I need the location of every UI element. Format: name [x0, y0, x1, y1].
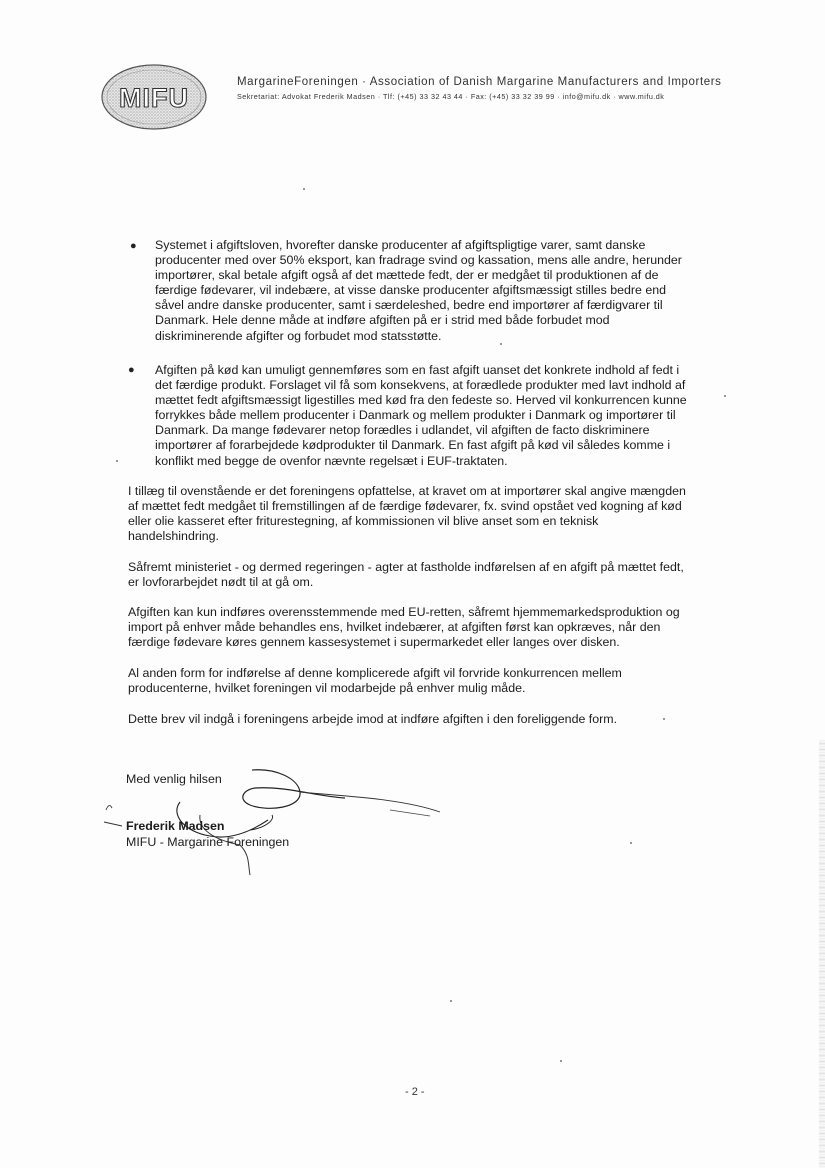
association-name: MargarineForeningen · Association of Danish Margarine Manufacturers and Importers	[237, 76, 722, 88]
scan-speck	[724, 395, 726, 397]
page-number: - 2 -	[405, 1086, 425, 1098]
bullet-paragraph-1: Systemet i afgiftsloven, hvorefter danske producenter af afgiftspligtige varer, samt danske producenter med over 50% eksport, kan fradrage svind og kassation, mens alle andre, herunder importører, skal betale afgift også af det mættede fedt, der er medgået til produktionen af de færdige fødevarer, vil indebære, at visse danske producenter afgiftsmæssigt stilles bedre end såvel andre danske producenter, samt i særdeleshed, bedre end importører af færdigvarer til Danmark. Hele denne måde at indføre afgiften på er i strid med både forbudet mod diskriminerende afgifter og forbudet mod statsstøtte.	[155, 238, 682, 343]
scan-speck	[500, 343, 502, 345]
logo-text: MIFU	[119, 83, 189, 113]
signatory-name: Frederik Madsen	[126, 819, 225, 833]
scan-edge-noise	[819, 740, 825, 1168]
salutation: Med venlig hilsen	[126, 772, 222, 786]
scan-speck	[303, 188, 305, 190]
paragraph-eu-law: Afgiften kan kun indføres overensstemmende med EU-retten, såfremt hjemmemarkedsproduktion og import på enhver måde behandles ens, hvilket indebærer, at afgiften først kan opkræves, når den færdige fødevare køres gennem kassesystemet i supermarkedet eller langes over disken.	[128, 605, 680, 650]
scan-speck	[116, 460, 118, 462]
mifu-logo	[100, 63, 208, 131]
bullet-icon: ●	[128, 364, 135, 376]
scan-speck	[630, 842, 632, 844]
paragraph-trade-barrier: I tillæg til ovenstående er det foreningens opfattelse, at kravet om at importører skal angive mængden af mættet fedt medgået til fremstillingen af de færdige fødevarer, fx. svind opstået ved kogning af kød eller olie kasseret efter friturestegning, af kommissionen vil blive anset som en teknisk handelshindring.	[128, 484, 686, 544]
scan-speck	[450, 1000, 452, 1002]
contact-info: Sekretariat: Advokat Frederik Madsen · Tlf: (+45) 33 32 43 44 · Fax: (+45) 33 32 39 99 · info@mifu.dk · www.mifu.dk	[237, 92, 665, 101]
paragraph-conclusion: Dette brev vil indgå i foreningens arbejde imod at indføre afgiften i den foreliggende form.	[128, 712, 618, 726]
scan-speck	[560, 1060, 562, 1062]
paragraph-ministry: Såfremt ministeriet - og dermed regeringen - agter at fastholde indførelsen af en afgift på mættet fedt, er lovforarbejdet nødt til at gå om.	[128, 560, 684, 590]
scan-speck	[663, 718, 665, 720]
bullet-paragraph-2: Afgiften på kød kan umuligt gennemføres som en fast afgift uanset det konkrete indhold af fedt i det færdige produkt. Forslaget vil få som konsekvens, at forædlede produkter med lavt indhold af mættet fedt afgiftsmæssigt ligestilles med kød fra den fedeste so. Herved vil konkurrencen kunne forrykkes både mellem producenter i Danmark og mellem produkter i Danmark og importører til Danmark. Da mange fødevarer netop forædles i udlandet, vil afgiften de facto diskriminere importører af forarbejdede kødprodukter til Danmark. En fast afgift på kød vil således komme i konflikt med begge de ovenfor nævnte regelsæt i EUF-traktaten.	[155, 363, 687, 468]
bullet-icon: ●	[130, 240, 137, 252]
signatory-organization: MIFU - Margarine Foreningen	[126, 835, 290, 849]
paragraph-competition: Al anden form for indførelse af denne komplicerede afgift vil forvride konkurrencen mellem producenterne, hvilket foreningen vil modarbejde på enhver mulig måde.	[128, 666, 622, 696]
